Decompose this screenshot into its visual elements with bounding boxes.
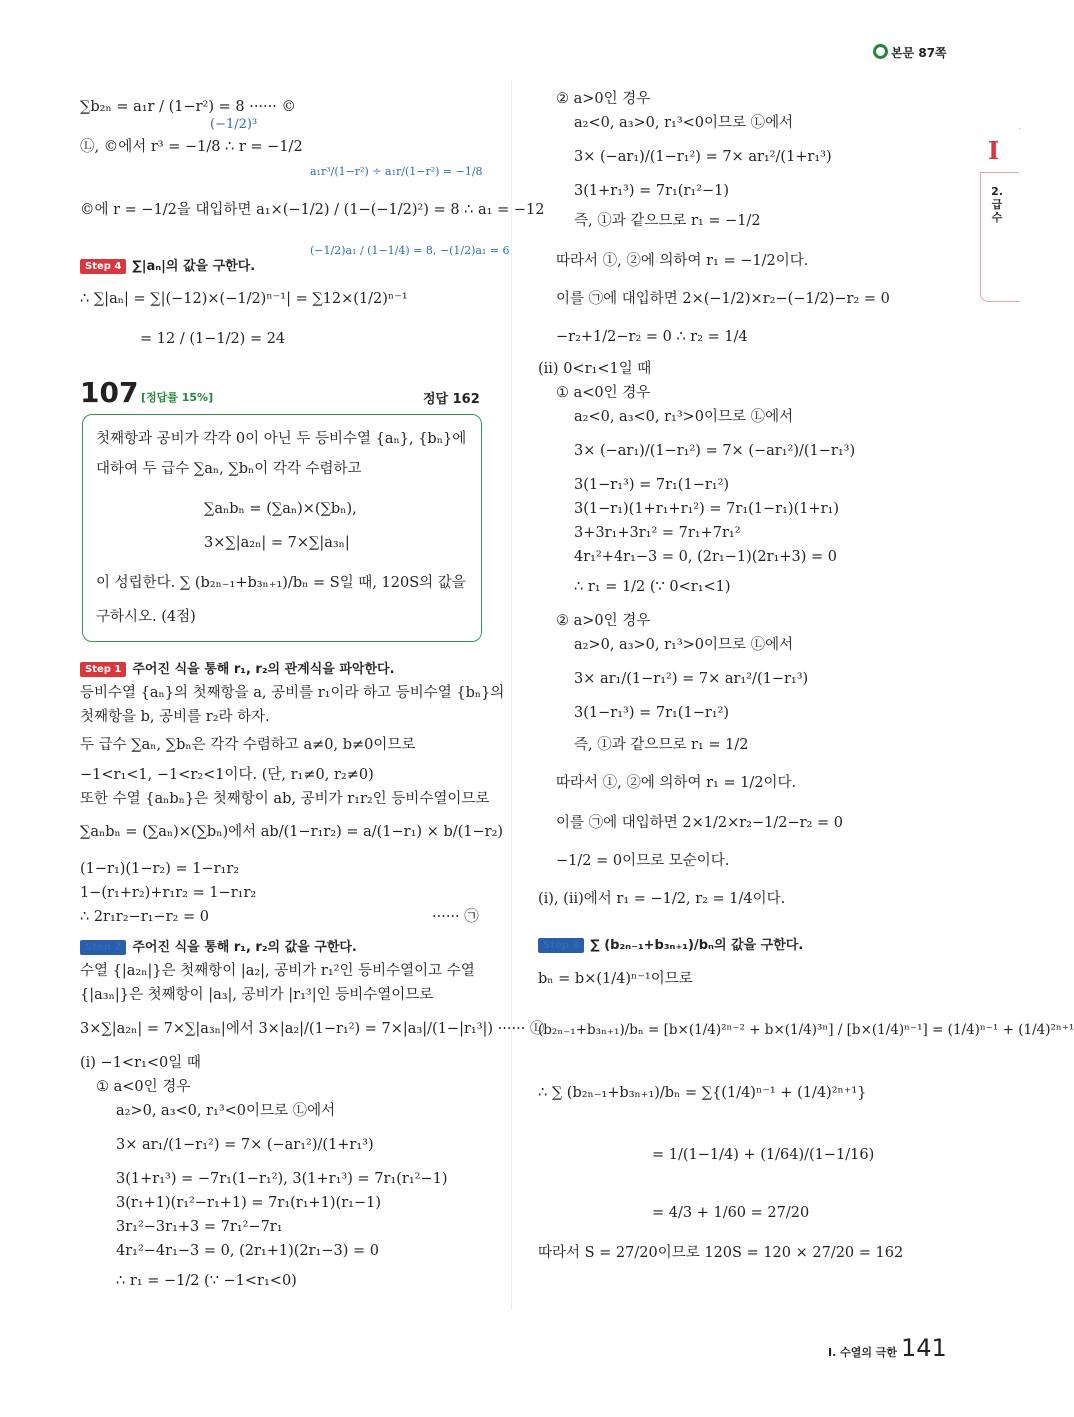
right-line-17: ∴ r₁ = 1/2 (∵ 0<r₁<1) [574, 579, 731, 595]
step3-line-5: = 4/3 + 1/60 = 27/20 [652, 1205, 810, 1221]
problem-rate: [정답률 15%] [141, 391, 214, 404]
step1-line-3: 두 급수 ∑aₙ, ∑bₙ은 각각 수렴하고 a≠0, b≠0이므로 [80, 737, 416, 753]
step2-heading [80, 936, 357, 955]
chapter-tab-top [980, 128, 1019, 173]
problem-line-2: 대하여 두 급수 ∑aₙ, ∑bₙ이 각각 수렴하고 [96, 461, 362, 477]
step1-tag: Step 1 [80, 662, 126, 677]
problem-box [82, 414, 482, 642]
step3-tag: Step 3 [538, 938, 584, 953]
step2-line-10: 3r₁²−3r₁+3 = 7r₁²−7r₁ [116, 1219, 283, 1235]
step1-line-9: ∴ 2r₁r₂−r₁−r₂ = 0 [80, 909, 209, 925]
step2-line-3: 3×∑|a₂ₙ| = 7×∑|a₃ₙ|에서 3×|a₂|/(1−r₁²) = 7×|a₃|/(1−|r₁³|) ······ Ⓛ [80, 1021, 545, 1037]
left-note-ratio: a₁r³/(1−r²) ÷ a₁r/(1−r²) = −1/8 [310, 165, 483, 178]
problem-line-5: 이 성립한다. ∑ (b₂ₙ₋₁+b₃ₙ₊₁)/bₙ = S일 때, 120S의 값을 [96, 575, 466, 591]
step2-line-9: 3(r₁+1)(r₁²−r₁+1) = 7r₁(r₁+1)(r₁−1) [116, 1195, 382, 1211]
step2-line-4: (i) −1<r₁<0일 때 [80, 1055, 201, 1071]
reference-badge [873, 44, 947, 61]
step1-text: 주어진 식을 통해 r₁, r₂의 관계식을 파악한다. [132, 662, 395, 677]
left-note-cube: (−1/2)³ [210, 117, 258, 132]
section-label: 2. 급수 [991, 185, 1003, 224]
step1-line-4: −1<r₁<1, −1<r₂<1이다. (단, r₁≠0, r₂≠0) [80, 767, 374, 783]
right-line-2: a₂<0, a₃>0, r₁³<0이므로 Ⓛ에서 [574, 115, 794, 131]
right-line-12: 3× (−ar₁)/(1−r₁²) = 7× (−ar₁²)/(1−r₁³) [574, 443, 856, 459]
left-line-2: Ⓛ, ©에서 r³ = −1/8 ∴ r = −1/2 [80, 139, 303, 155]
problem-line-4: 3×∑|a₂ₙ| = 7×∑|a₃ₙ| [204, 535, 350, 551]
step2-line-11: 4r₁²−4r₁−3 = 0, (2r₁+1)(2r₁−3) = 0 [116, 1243, 379, 1259]
left-sum-1: ∴ ∑|aₙ| = ∑|(−12)×(−1/2)ⁿ⁻¹| = ∑12×(1/2)ⁿ⁻¹ [80, 291, 408, 307]
right-line-9: (ii) 0<r₁<1일 때 [538, 361, 652, 377]
left-note-a1: (−1/2)a₁ / (1−1/4) = 8, −(1/2)a₁ = 6 [310, 244, 510, 257]
right-line-22: 즉, ①과 같으므로 r₁ = 1/2 [574, 737, 749, 753]
step1-line-2: 첫째항을 b, 공비를 r₂라 하자. [80, 709, 270, 725]
step1-line-6: ∑aₙbₙ = (∑aₙ)×(∑bₙ)에서 ab/(1−r₁r₂) = a/(1−r₁) × b/(1−r₂) [80, 824, 504, 840]
circle-icon [873, 44, 888, 59]
left-line-3: ©에 r = −1/2을 대입하면 a₁×(−1/2) / (1−(−1/2)²) = 8 ∴ a₁ = −12 [80, 202, 545, 218]
problem-number: 107 [80, 376, 139, 409]
left-sum-2: = 12 / (1−1/2) = 24 [140, 331, 286, 347]
step4-text: ∑|aₙ|의 값을 구한다. [132, 259, 256, 274]
right-line-24: 이를 ㉠에 대입하면 2×1/2×r₂−1/2−r₂ = 0 [556, 815, 843, 831]
step1-line-8: 1−(r₁+r₂)+r₁r₂ = 1−r₁r₂ [80, 885, 257, 901]
right-line-25: −1/2 = 0이므로 모순이다. [556, 853, 730, 869]
chapter-numeral: I [988, 136, 1000, 165]
column-divider [511, 80, 512, 1310]
right-line-4: 3(1+r₁³) = 7r₁(r₁²−1) [574, 183, 730, 199]
right-line-18: ② a>0인 경우 [556, 613, 651, 629]
problem-answer: 정답 162 [423, 392, 480, 407]
left-line-1: ∑b₂ₙ = a₁r / (1−r²) = 8 ······ © [80, 99, 296, 115]
right-line-21: 3(1−r₁³) = 7r₁(1−r₁²) [574, 705, 730, 721]
right-line-19: a₂>0, a₃>0, r₁³>0이므로 Ⓛ에서 [574, 637, 794, 653]
page-number: 141 [901, 1334, 947, 1362]
step3-line-2: (b₂ₙ₋₁+b₃ₙ₊₁)/bₙ = [b×(1/4)²ⁿ⁻² + b×(1/4)³ⁿ] / [b×(1/4)ⁿ⁻¹] = (1/4)ⁿ⁻¹ + (1/4)²ⁿ⁺¹ [538, 1022, 1074, 1038]
step3-line-4: = 1/(1−1/4) + (1/64)/(1−1/16) [652, 1147, 875, 1163]
right-line-7: 이를 ㉠에 대입하면 2×(−1/2)×r₂−(−1/2)−r₂ = 0 [556, 291, 890, 307]
reference-text: 본문 87쪽 [891, 46, 947, 60]
right-line-11: a₂<0, a₃<0, r₁³>0이므로 Ⓛ에서 [574, 409, 794, 425]
footer-chapter: I. 수열의 극한 [828, 1346, 898, 1359]
step2-line-5: ① a<0인 경우 [96, 1079, 191, 1095]
right-line-6: 따라서 ①, ②에 의하여 r₁ = −1/2이다. [556, 253, 809, 269]
right-line-10: ① a<0인 경우 [556, 385, 651, 401]
right-line-1: ② a>0인 경우 [556, 91, 651, 107]
step1-line-5: 또한 수열 {aₙbₙ}은 첫째항이 ab, 공비가 r₁r₂인 등비수열이므로 [80, 791, 490, 807]
step1-line-1: 등비수열 {aₙ}의 첫째항을 a, 공비를 r₁이라 하고 등비수열 {bₙ}의 [80, 685, 505, 701]
right-line-26: (i), (ii)에서 r₁ = −1/2, r₂ = 1/4이다. [538, 891, 786, 907]
right-line-13: 3(1−r₁³) = 7r₁(1−r₁²) [574, 477, 730, 493]
right-line-5: 즉, ①과 같으므로 r₁ = −1/2 [574, 213, 761, 229]
right-line-20: 3× ar₁/(1−r₁²) = 7× ar₁²/(1−r₁³) [574, 671, 809, 687]
step3-line-1: bₙ = b×(1/4)ⁿ⁻¹이므로 [538, 971, 693, 987]
step2-line-6: a₂>0, a₃<0, r₁³<0이므로 Ⓛ에서 [116, 1103, 336, 1119]
step3-line-3: ∴ ∑ (b₂ₙ₋₁+b₃ₙ₊₁)/bₙ = ∑{(1/4)ⁿ⁻¹ + (1/4)²ⁿ⁺¹} [538, 1085, 867, 1101]
step3-heading [538, 934, 803, 953]
step2-line-12: ∴ r₁ = −1/2 (∵ −1<r₁<0) [116, 1273, 297, 1289]
problem-line-1: 첫째항과 공비가 각각 0이 아닌 두 등비수열 {aₙ}, {bₙ}에 [96, 431, 467, 447]
right-line-14: 3(1−r₁)(1+r₁+r₁²) = 7r₁(1−r₁)(1+r₁) [574, 501, 840, 517]
right-line-23: 따라서 ①, ②에 의하여 r₁ = 1/2이다. [556, 775, 797, 791]
problem-line-6: 구하시오. (4점) [96, 609, 196, 625]
right-line-16: 4r₁²+4r₁−3 = 0, (2r₁−1)(2r₁+3) = 0 [574, 549, 837, 565]
step2-line-2: {|a₃ₙ|}은 첫째항이 |a₃|, 공비가 |r₁³|인 등비수열이므로 [80, 987, 434, 1003]
right-line-15: 3+3r₁+3r₁² = 7r₁+7r₁² [574, 525, 741, 541]
step1-line-7: (1−r₁)(1−r₂) = 1−r₁r₂ [80, 861, 240, 877]
step2-line-1: 수열 {|a₂ₙ|}은 첫째항이 |a₂|, 공비가 r₁²인 등비수열이고 수열 [80, 963, 475, 979]
step4-tag: Step 4 [80, 259, 126, 274]
step2-line-8: 3(1+r₁³) = −7r₁(1−r₁²), 3(1+r₁³) = 7r₁(r₁²−1) [116, 1171, 448, 1187]
step1-heading [80, 658, 395, 677]
step2-text: 주어진 식을 통해 r₁, r₂의 값을 구한다. [132, 940, 357, 955]
step3-text: ∑ (b₂ₙ₋₁+b₃ₙ₊₁)/bₙ의 값을 구한다. [590, 938, 804, 953]
step2-tag: Step 2 [80, 940, 126, 955]
step2-line-7: 3× ar₁/(1−r₁²) = 7× (−ar₁²)/(1+r₁³) [116, 1137, 374, 1153]
right-line-8: −r₂+1/2−r₂ = 0 ∴ r₂ = 1/4 [556, 329, 748, 345]
right-line-3: 3× (−ar₁)/(1−r₁²) = 7× ar₁²/(1+r₁³) [574, 149, 832, 165]
problem-line-3: ∑aₙbₙ = (∑aₙ)×(∑bₙ), [204, 501, 357, 517]
step4-heading [80, 255, 255, 274]
step3-line-6: 따라서 S = 27/20이므로 120S = 120 × 27/20 = 162 [538, 1245, 904, 1261]
step1-tag-mark: ······ ㉠ [432, 909, 479, 925]
